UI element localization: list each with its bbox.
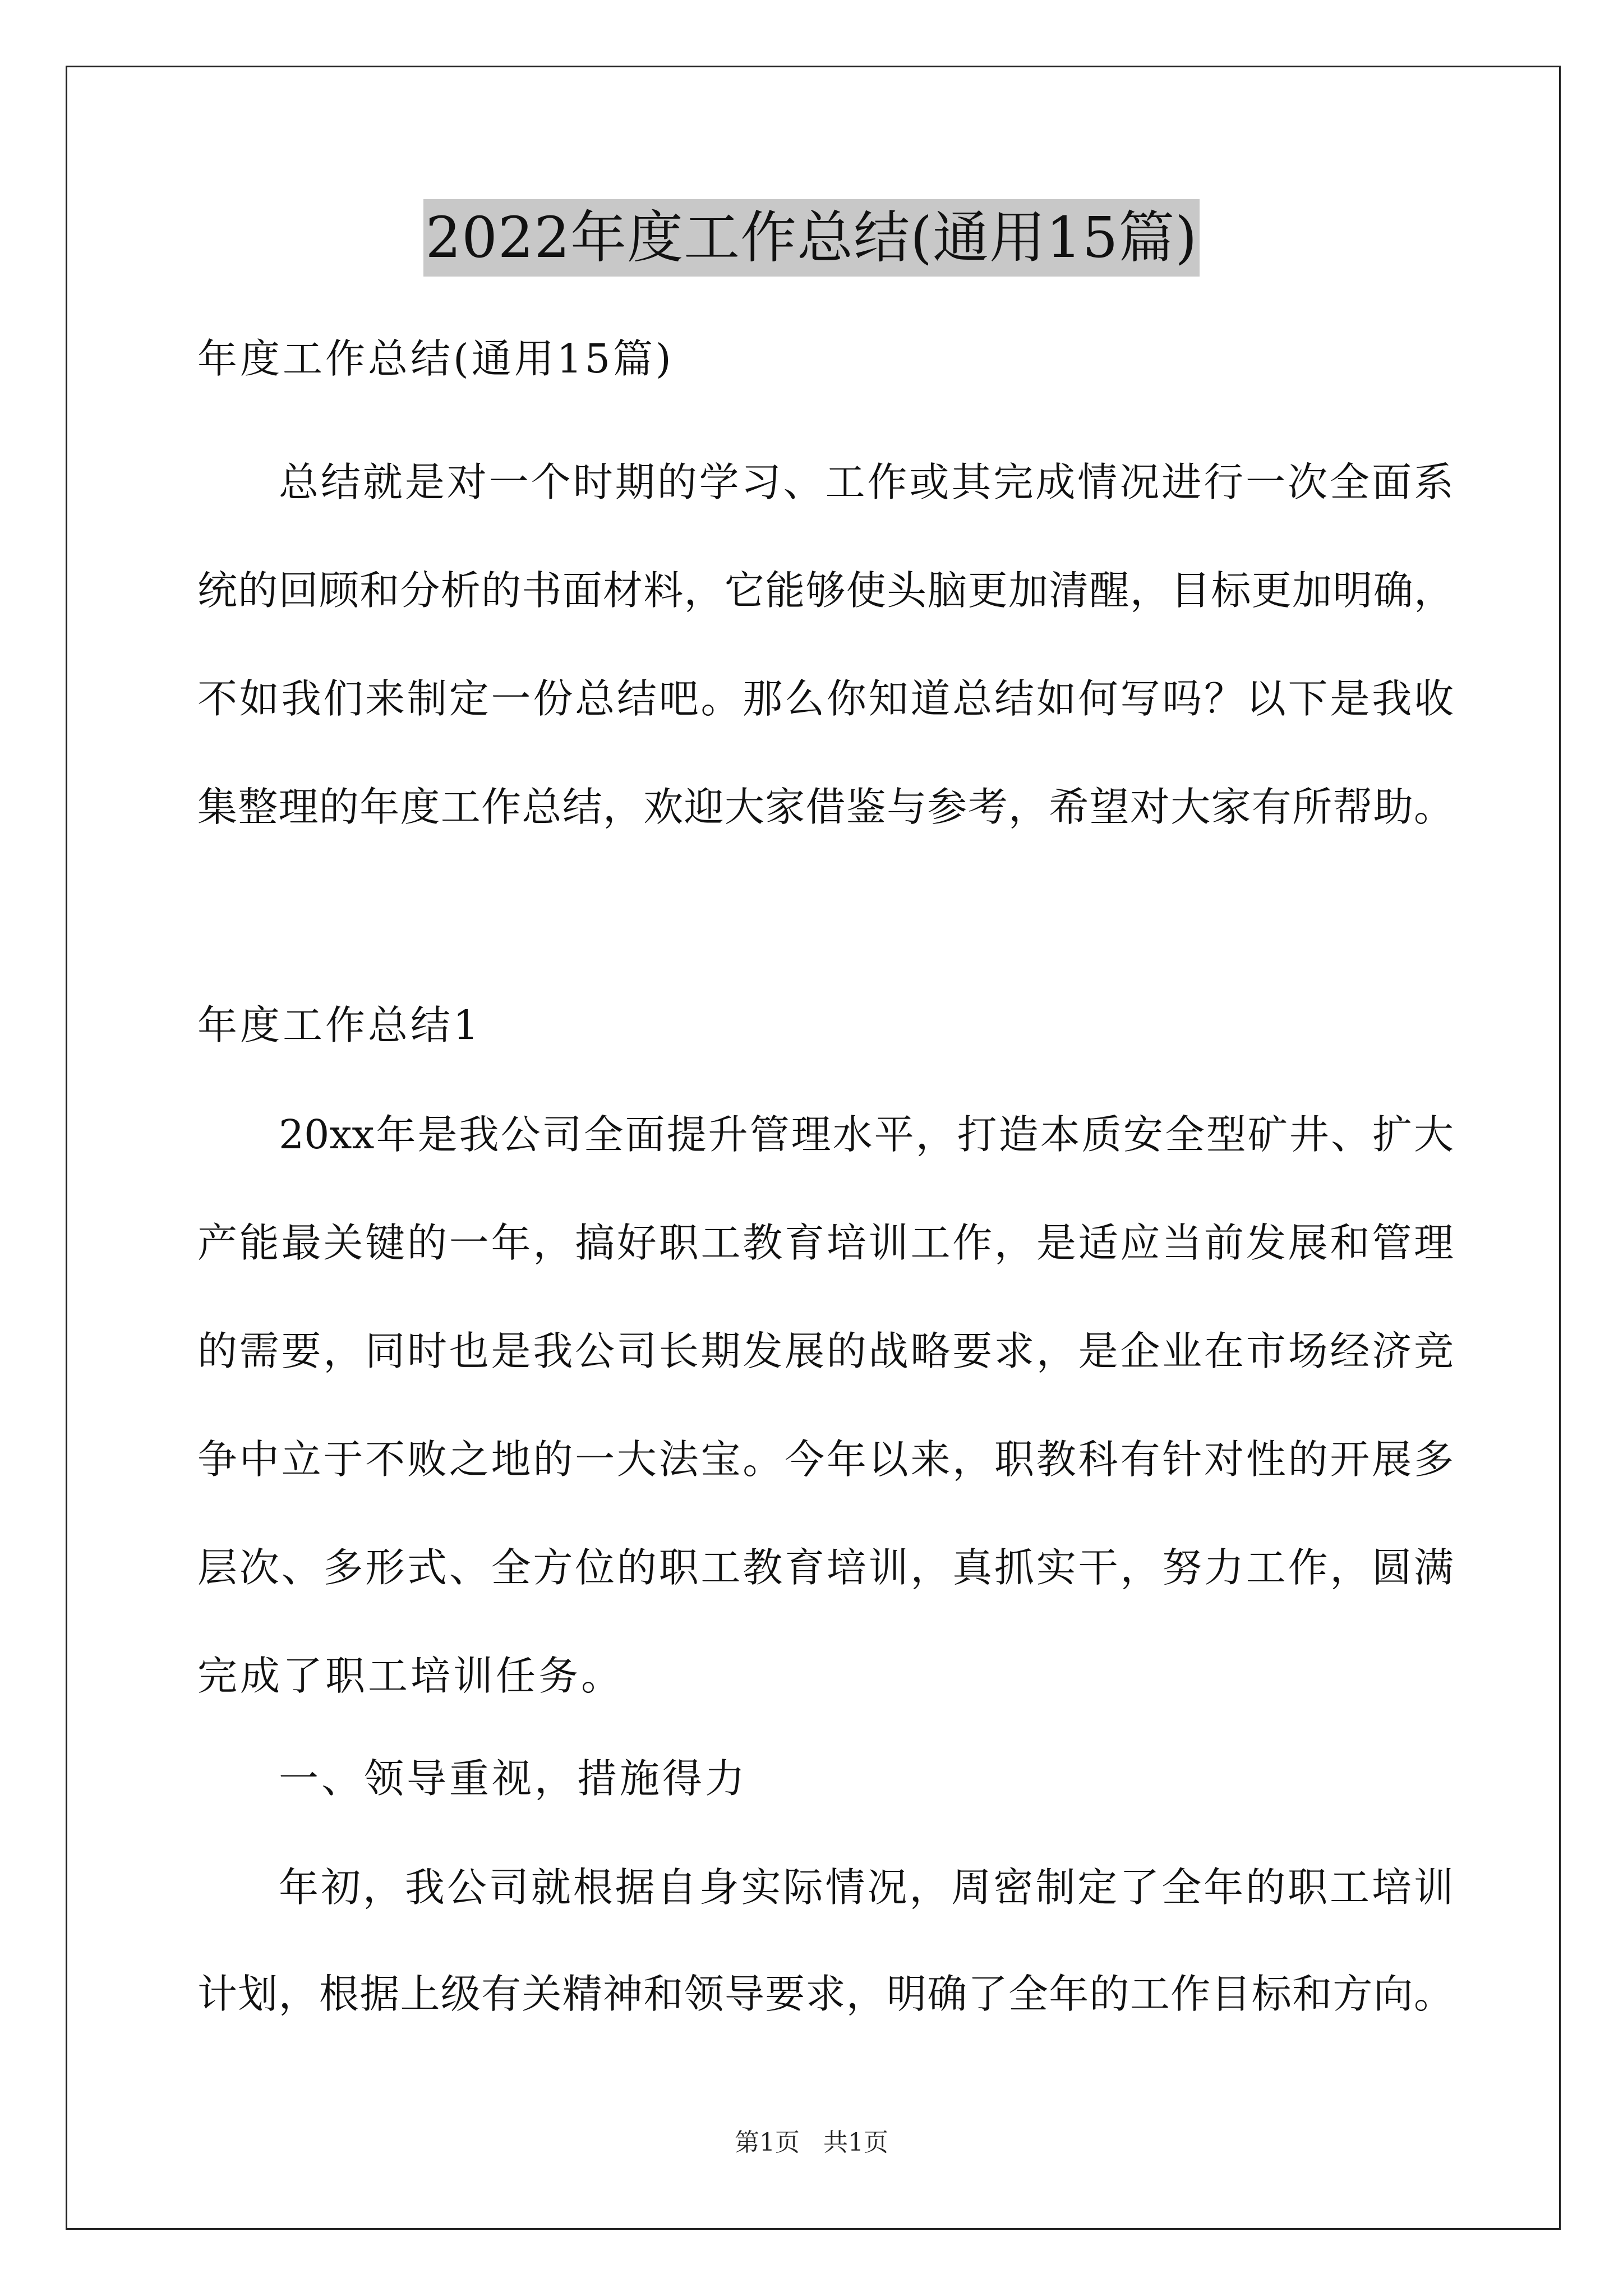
title-container [0, 199, 1623, 277]
intro-paragraph-line: 不如我们来制定一份总结吧。那么你知道总结如何写吗？以下是我收 [197, 675, 1454, 722]
subtitle: 年度工作总结(通用15篇) [197, 335, 674, 382]
body-paragraph-line: 产能最关键的一年，搞好职工教育培训工作，是适应当前发展和管理 [197, 1220, 1454, 1266]
document-title: 2022年度工作总结(通用15篇) [423, 199, 1200, 277]
body-paragraph-line: 计划，根据上级有关精神和领导要求，明确了全年的工作目标和方向。 [197, 1971, 1454, 2017]
body-paragraph-line: 争中立于不败之地的一大法宝。今年以来，职教科有针对性的开展多 [197, 1436, 1454, 1483]
body-paragraph-line: 的需要，同时也是我公司长期发展的战略要求，是企业在市场经济竞 [197, 1328, 1454, 1374]
intro-paragraph-line: 集整理的年度工作总结，欢迎大家借鉴与参考，希望对大家有所帮助。 [197, 784, 1454, 830]
section-heading: 年度工作总结1 [197, 1002, 482, 1048]
page-footer [0, 2126, 1623, 2160]
subsection-heading: 一、领导重视，措施得力 [279, 1755, 748, 1802]
intro-paragraph-line: 总结就是对一个时期的学习、工作或其完成情况进行一次全面系 [279, 459, 1454, 505]
body-paragraph-line: 层次、多形式、全方位的职工教育培训，真抓实干，努力工作，圆满 [197, 1544, 1454, 1591]
body-paragraph-line: 完成了职工培训任务。 [197, 1653, 624, 1699]
intro-paragraph-line: 统的回顾和分析的书面材料，它能够使头脑更加清醒，目标更加明确， [197, 567, 1454, 614]
page-number-total: 共1页 [823, 2128, 888, 2157]
body-paragraph-line: 年初，我公司就根据自身实际情况，周密制定了全年的职工培训 [279, 1864, 1454, 1911]
page-number-current: 第1页 [735, 2128, 800, 2157]
body-paragraph-line: 20xx年是我公司全面提升管理水平，打造本质安全型矿井、扩大 [279, 1111, 1454, 1158]
